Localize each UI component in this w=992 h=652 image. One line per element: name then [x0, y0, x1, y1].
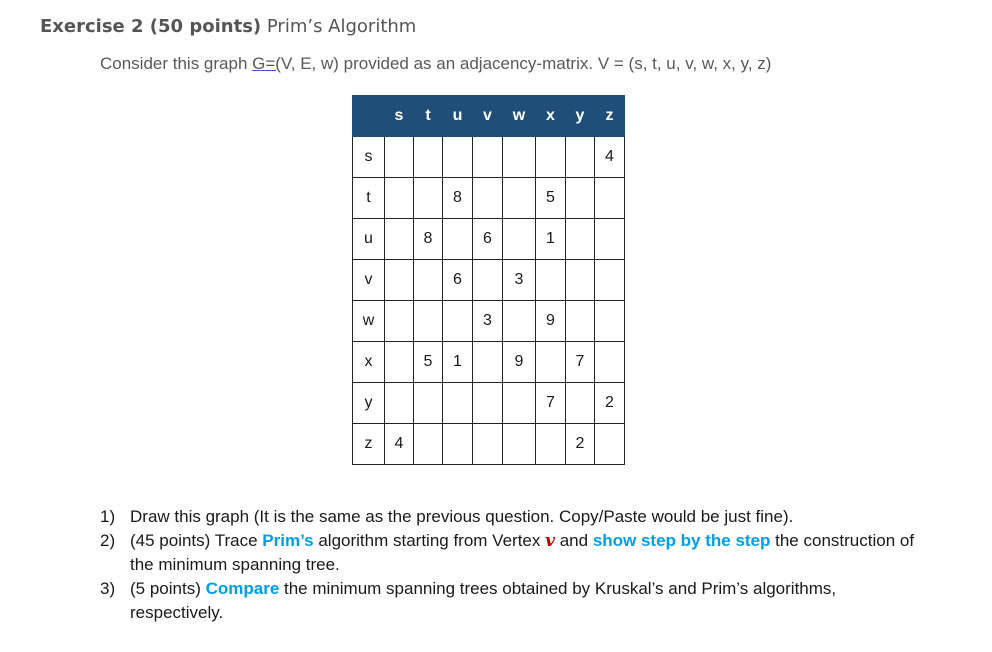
matrix-cell [414, 219, 443, 260]
vertex-variable: v [545, 531, 555, 551]
matrix-cell [473, 219, 503, 260]
matrix-cell [536, 137, 566, 178]
row-label: y [353, 383, 385, 424]
matrix-cell [566, 424, 595, 465]
row-label: v [353, 260, 385, 301]
cell-value: 4 [394, 435, 404, 452]
matrix-cell [414, 424, 443, 465]
matrix-cell [473, 137, 503, 178]
matrix-corner [353, 96, 385, 137]
col-header: y [566, 96, 595, 137]
question-text: the construction of the minimum spanning tree. [130, 531, 915, 574]
matrix-cell [566, 178, 595, 219]
cell-value: 3 [483, 312, 492, 329]
matrix-cell [503, 219, 536, 260]
matrix-row-y [353, 383, 625, 424]
intro-before: Consider this graph [100, 54, 248, 73]
cell-value: 8 [453, 189, 462, 206]
matrix-row-u [353, 219, 625, 260]
matrix-cell [414, 137, 443, 178]
cell-value: 8 [423, 230, 433, 247]
matrix-cell [385, 424, 414, 465]
row-label: w [353, 301, 385, 342]
matrix-cell [443, 383, 473, 424]
matrix-cell [443, 301, 473, 342]
matrix-cell [503, 301, 536, 342]
matrix-cell [536, 424, 566, 465]
matrix-cell [473, 383, 503, 424]
cell-value: 3 [514, 271, 524, 288]
matrix-cell [595, 260, 625, 301]
question-text: and [555, 531, 593, 550]
question-2 [100, 529, 930, 577]
matrix-cell [473, 301, 503, 342]
matrix-cell [566, 342, 595, 383]
row-label: t [353, 178, 385, 219]
question-number: 1) [100, 507, 116, 526]
question-list [100, 505, 930, 625]
matrix-cell [536, 219, 566, 260]
matrix-row-x [353, 342, 625, 383]
matrix-cell [536, 178, 566, 219]
col-header: x [536, 96, 566, 137]
matrix-header-row [353, 96, 625, 137]
matrix-row-s [353, 137, 625, 178]
matrix-cell [443, 219, 473, 260]
matrix-cell [595, 219, 625, 260]
question-text: (45 points) Trace [130, 531, 263, 550]
matrix-cell [503, 178, 536, 219]
matrix-cell [443, 260, 473, 301]
row-label: x [353, 342, 385, 383]
matrix-row-t [353, 178, 625, 219]
question-text: algorithm starting from Vertex [313, 531, 546, 550]
matrix-cell [536, 260, 566, 301]
row-label: u [353, 219, 385, 260]
matrix-cell [566, 301, 595, 342]
matrix-cell [536, 383, 566, 424]
matrix-cell [385, 383, 414, 424]
matrix-cell [503, 260, 536, 301]
row-label: z [353, 424, 385, 465]
cell-value: 6 [453, 271, 462, 288]
cell-value: 6 [483, 230, 492, 247]
cell-value: 4 [605, 148, 614, 165]
matrix-cell [385, 178, 414, 219]
matrix-cell [414, 342, 443, 383]
matrix-cell [443, 424, 473, 465]
matrix-cell [414, 260, 443, 301]
cell-value: 7 [546, 394, 555, 411]
matrix-cell [443, 178, 473, 219]
matrix-cell [595, 342, 625, 383]
highlight-compare: Compare [205, 579, 280, 598]
col-header: z [595, 96, 625, 137]
matrix-cell [385, 260, 414, 301]
matrix-row-v [353, 260, 625, 301]
adjacency-matrix [352, 95, 625, 465]
matrix-cell [473, 178, 503, 219]
matrix-cell [595, 178, 625, 219]
matrix-cell [443, 137, 473, 178]
matrix-cell [503, 342, 536, 383]
matrix-cell [414, 301, 443, 342]
matrix-cell [595, 424, 625, 465]
cell-value: 7 [575, 353, 585, 370]
question-text: Draw this graph (It is the same as the previous question. Copy/Paste would be just fine). [130, 507, 794, 526]
question-number: 2) [100, 531, 116, 550]
matrix-cell [536, 342, 566, 383]
matrix-cell [503, 383, 536, 424]
cell-value: 5 [423, 353, 433, 370]
cell-value: 1 [453, 353, 462, 370]
matrix-cell [566, 383, 595, 424]
question-1 [100, 505, 930, 529]
matrix-cell [566, 219, 595, 260]
question-text: the minimum spanning trees obtained by Kruskal’s and Prim’s algorithms, respectively. [130, 579, 837, 622]
intro-text [100, 54, 771, 74]
matrix-cell [414, 178, 443, 219]
exercise-heading [40, 16, 416, 37]
matrix-cell [503, 137, 536, 178]
col-header: s [385, 96, 414, 137]
matrix-cell [595, 137, 625, 178]
question-3 [100, 577, 930, 625]
col-header: v [473, 96, 503, 137]
cell-value: 1 [546, 230, 555, 247]
question-number: 3) [100, 579, 116, 598]
matrix-cell [473, 424, 503, 465]
highlight-prims: Prim’s [262, 531, 314, 550]
col-header: u [443, 96, 473, 137]
graph-link[interactable]: G=( [252, 54, 281, 73]
matrix-cell [443, 342, 473, 383]
matrix-cell [385, 137, 414, 178]
col-header: t [414, 96, 443, 137]
row-label: s [353, 137, 385, 178]
cell-value: 2 [605, 394, 614, 411]
matrix-cell [473, 260, 503, 301]
matrix-row-w [353, 301, 625, 342]
matrix-cell [536, 301, 566, 342]
matrix-cell [595, 383, 625, 424]
matrix-cell [385, 219, 414, 260]
intro-after: V, E, w) provided as an adjacency-matrix. V = (s, t, u, v, w, x, y, z) [280, 54, 772, 73]
matrix-cell [595, 301, 625, 342]
question-text: (5 points) [130, 579, 206, 598]
cell-value: 9 [546, 312, 555, 329]
matrix-row-z [353, 424, 625, 465]
col-header: w [503, 96, 536, 137]
matrix-cell [385, 342, 414, 383]
matrix-cell [503, 424, 536, 465]
exercise-number: Exercise 2 (50 points) [40, 16, 262, 37]
matrix-cell [473, 342, 503, 383]
exercise-title: Prim’s Algorithm [266, 16, 417, 37]
cell-value: 2 [575, 435, 585, 452]
matrix-cell [566, 137, 595, 178]
highlight-step: show step by the step [592, 531, 771, 550]
cell-value: 5 [546, 189, 555, 206]
cell-value: 9 [514, 353, 524, 370]
matrix-cell [414, 383, 443, 424]
matrix-cell [385, 301, 414, 342]
matrix-cell [566, 260, 595, 301]
